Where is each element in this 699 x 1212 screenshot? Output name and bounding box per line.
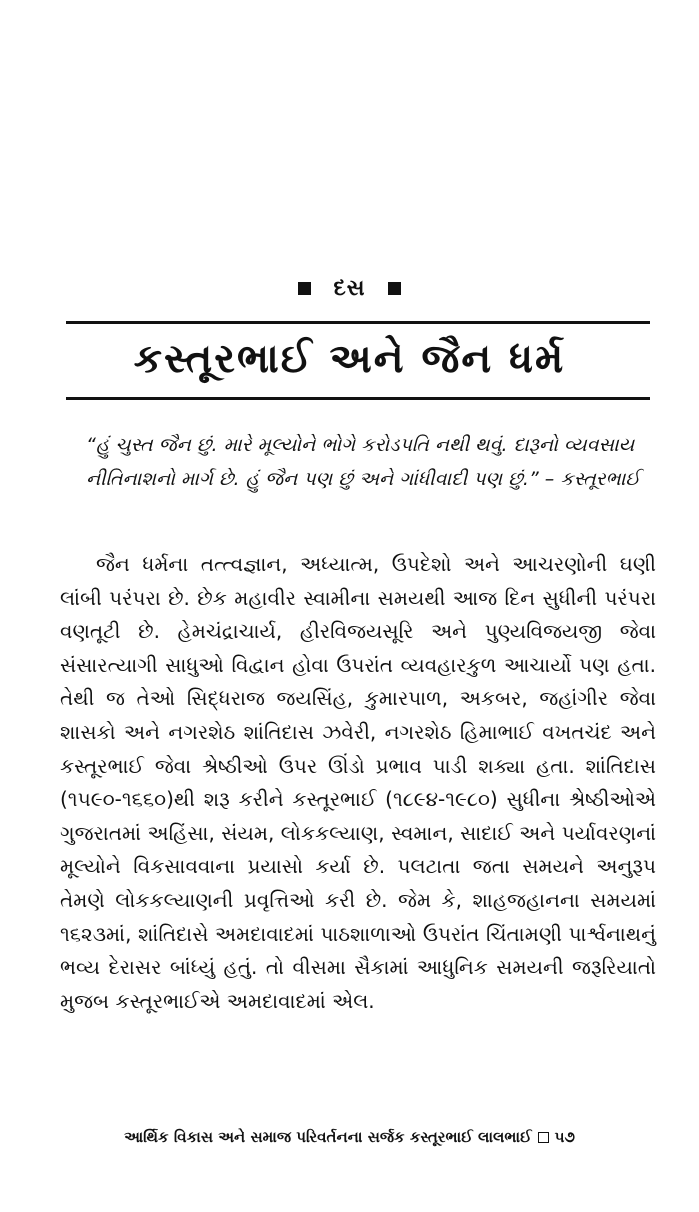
running-footer	[0, 1128, 699, 1146]
square-bullet-icon	[388, 282, 401, 295]
quote-text: “હું ચુસ્ત જૈન છું. મારે મૂલ્યોને ભોગે કરોડપતિ નથી થવું. દારૂનો વ્યવસાય નીતિનાશનો માર્ગ છે. હું જૈન પણ છું અને ગાંધીવાદી પણ છું.”	[86, 434, 635, 490]
body-paragraph: જૈન ધર્મના તત્ત્વજ્ઞાન, અધ્યાત્મ, ઉપદેશો અને આચરણોની ઘણી લાંબી પરંપરા છે. છેક મહાવીર સ્વામીના સમયથી આજ દિન સુધીની પરંપરા વણતૂટી છે. હેમચંદ્રાચાર્ય, હીરવિજયસૂરિ અને પુણ્યવિજયજી જેવા સંસારત્યાગી સાધુઓ વિદ્વાન હોવા ઉપરાંત વ્યવહારકુળ આચાર્યો પણ હતા. તેથી જ તેઓ સિદ્ધરાજ જયસિંહ, કુમારપાળ, અકબર, જહાંગીર જેવા શાસકો અને નગરશેઠ શાંતિદાસ ઝવેરી, નગરશેઠ હિમાભાઈ વખતચંદ અને કસ્તૂરભાઈ જેવા શ્રેષ્ઠીઓ ઉપર ઊંડો પ્રભાવ પાડી શક્યા હતા. શાંતિદાસ (૧૫૯૦-૧૬૬૦)થી શરૂ કરીને કસ્તૂરભાઈ (૧૮૯૪-૧૯૮૦) સુધીના શ્રેષ્ઠીઓએ ગુજરાતમાં અહિંસા, સંયમ, લોકકલ્યાણ, સ્વમાન, સાદાઈ અને પર્યાવરણનાં મૂલ્યોને વિકસાવવાના પ્રયાસો કર્યા છે. પલટાતા જતા સમયને અનુરૂપ તેમણે લોકકલ્યાણની પ્રવૃત્તિઓ કરી છે. જેમ કે, શાહજહાનના સમયમાં ૧૬૨૩માં, શાંતિદાસે અમદાવાદમાં પાઠશાળાઓ ઉપરાંત ચિંતામણી પાર્શ્વનાથનું ભવ્ય દેરાસર બાંધ્યું હતું. તો વીસમા સૈકામાં આધુનિક સમયની જરૂરિયાતો મુજબ કસ્તૂરભાઈએ અમદાવાદમાં એલ.	[60, 552, 656, 1013]
chapter-title: કસ્તૂરભાઈ અને જૈન ધર્મ	[133, 336, 566, 382]
footer-book-title: આર્થિક વિકાસ અને સમાજ પરિવર્તનના સર્જક કસ્તૂરભાઈ લાલભાઈ	[124, 1128, 532, 1146]
chapter-heading	[0, 276, 699, 301]
epigraph-quote	[86, 428, 646, 496]
title-rule-top	[66, 321, 650, 324]
chapter-number: દસ	[333, 276, 366, 301]
title-rule-bottom	[66, 397, 650, 400]
square-bullet-icon	[298, 282, 311, 295]
quote-attribution: – કસ્તૂરભાઈ	[544, 468, 641, 490]
box-separator-icon	[538, 1132, 549, 1143]
page-number: ૫૭	[554, 1128, 575, 1146]
